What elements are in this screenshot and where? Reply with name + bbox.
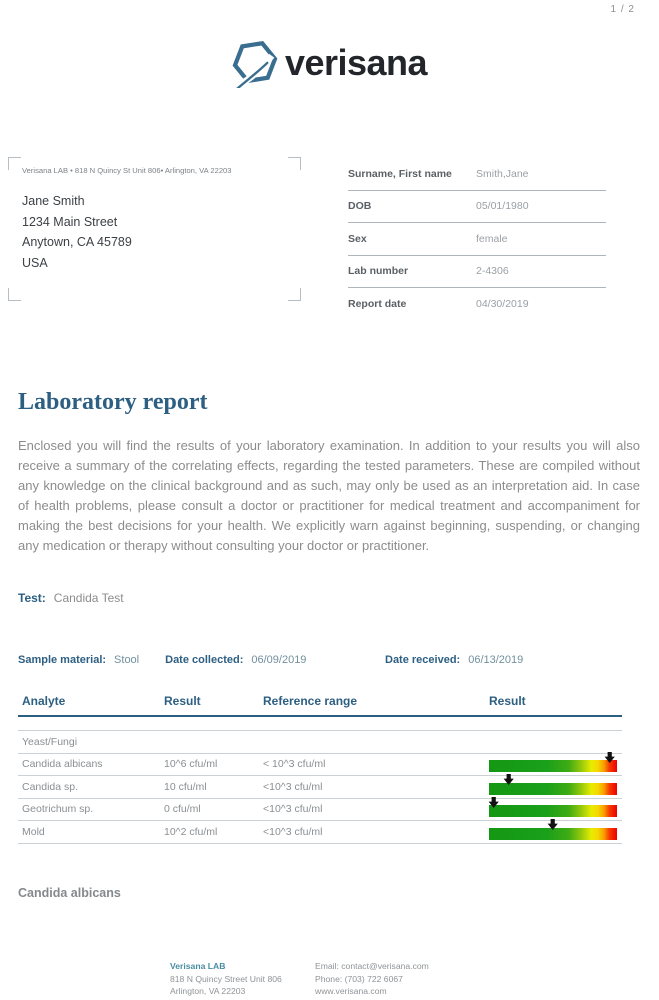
- patient-info-value: Smith,Jane: [476, 167, 529, 180]
- footer-address-line: 818 N Quincy Street Unit 806: [170, 973, 282, 984]
- footer-lab-name: Verisana LAB: [170, 961, 226, 971]
- analyte-reference: <10^3 cfu/ml: [263, 803, 323, 816]
- result-bar-cell: [489, 776, 622, 798]
- patient-info-row: [348, 288, 606, 321]
- result-marker-arrow-icon: [503, 774, 515, 786]
- result-marker-arrow-icon: [604, 752, 616, 764]
- date-received-group: [385, 654, 523, 666]
- patient-info-label: DOB: [348, 200, 372, 213]
- patient-info-label: Lab number: [348, 265, 409, 278]
- header-analyte: Analyte: [22, 694, 66, 708]
- verisana-logo: [0, 38, 659, 88]
- page-number: 1 / 2: [610, 4, 635, 15]
- recipient-address-line: 1234 Main Street: [22, 214, 118, 229]
- window-corner-mark: [288, 288, 301, 301]
- report-title: Laboratory report: [18, 389, 208, 415]
- footer-contact-line: Email: contact@verisana.com: [315, 961, 429, 971]
- patient-info-value: female: [476, 232, 508, 245]
- footer-lab-address: [170, 960, 315, 998]
- patient-info-row: [348, 256, 606, 289]
- analyte-name: Mold: [22, 825, 45, 838]
- window-corner-mark: [288, 157, 301, 170]
- footer-address-lines: [170, 973, 315, 998]
- analyte-name: Candida albicans: [22, 758, 103, 771]
- footer-contact: [315, 960, 429, 998]
- recipient-address-line: Jane Smith: [22, 194, 85, 208]
- footer-contact-line: www.verisana.com: [315, 986, 387, 997]
- patient-info-value: 05/01/1980: [476, 200, 529, 213]
- result-gradient-bar: [489, 805, 617, 817]
- analyte-reference: < 10^3 cfu/ml: [263, 758, 326, 771]
- date-collected-value: 06/09/2019: [251, 654, 307, 666]
- verisana-hexagon-icon: [232, 38, 278, 88]
- analyte-section-heading: Candida albicans: [18, 886, 121, 900]
- patient-info-label: Report date: [348, 298, 407, 311]
- analyte-result: 10 cfu/ml: [164, 780, 207, 793]
- date-collected-group: [165, 654, 306, 666]
- footer-contact-line: Phone: (703) 722 6067: [315, 973, 403, 984]
- result-gradient-bar: [489, 760, 617, 772]
- analyte-result: 10^2 cfu/ml: [164, 825, 218, 838]
- date-received-label: Date received:: [385, 654, 461, 666]
- recipient-address: [22, 191, 132, 273]
- patient-info-row: [348, 223, 606, 256]
- recipient-address-line: Anytown, CA 45789: [22, 235, 132, 249]
- patient-info-label: Sex: [348, 232, 367, 245]
- window-corner-mark: [8, 288, 21, 301]
- analyte-reference: <10^3 cfu/ml: [263, 780, 323, 793]
- result-bar-cell: [489, 821, 622, 843]
- result-marker-arrow-icon: [547, 819, 559, 831]
- report-intro-paragraph: Enclosed you will find the results of your laboratory examination. In addition to your results you will also receive a summary of the correlating effects, regarding the tested parameters. These are compiled without any knowledge on the clinical background and as such, may only be used as an interpretation aid. In case of health problems, please consult a doctor or practitioner for medical treatment and accompaniment for making the best decisions for your health. We explicitly warn against beginning, suspending, or changing any medication or therapy without consulting your doctor or practitioner.: [18, 438, 640, 553]
- results-row: [18, 820, 622, 843]
- sample-info-line: [18, 654, 640, 666]
- date-received-value: 06/13/2019: [468, 654, 524, 666]
- verisana-logo-text: verisana: [284, 42, 428, 83]
- recipient-address-line: USA: [22, 255, 48, 270]
- results-table-header: [18, 694, 622, 717]
- footer-address-line: Arlington, VA 22203: [170, 986, 246, 997]
- analyte-reference: <10^3 cfu/ml: [263, 825, 323, 838]
- results-row: [18, 775, 622, 798]
- header-reference-range: Reference range: [263, 694, 358, 708]
- result-bar-cell: [489, 799, 622, 821]
- patient-info-label: Surname, First name: [348, 167, 452, 180]
- results-table-body: [18, 730, 622, 844]
- sample-material-group: [18, 654, 139, 666]
- result-bar-cell: [489, 754, 622, 776]
- patient-info-table: [348, 158, 606, 321]
- header-result: Result: [164, 694, 201, 708]
- sample-material-label: Sample material:: [18, 654, 107, 666]
- address-window: [8, 157, 301, 301]
- patient-info-row: [348, 158, 606, 191]
- results-row: [18, 798, 622, 821]
- analyte-result: 10^6 cfu/ml: [164, 758, 218, 771]
- test-label: Test:: [18, 591, 46, 605]
- test-line: [18, 591, 124, 605]
- date-collected-label: Date collected:: [165, 654, 244, 666]
- results-table: [18, 694, 622, 844]
- analyte-name: Geotrichum sp.: [22, 803, 94, 816]
- analyte-name: Candida sp.: [22, 780, 79, 793]
- header-result-bar: Result: [489, 694, 526, 708]
- results-row: [18, 753, 622, 776]
- results-section-row: Yeast/Fungi: [18, 730, 622, 753]
- page-footer: [170, 960, 429, 998]
- return-address: Verisana LAB • 818 N Quincy St Unit 806• Arlington, VA 22203: [22, 166, 232, 175]
- result-marker-arrow-icon: [488, 797, 500, 809]
- patient-info-value: 2-4306: [476, 265, 509, 278]
- window-corner-mark: [8, 157, 21, 170]
- patient-info-row: [348, 191, 606, 224]
- sample-material-value: Stool: [114, 654, 140, 666]
- patient-info-value: 04/30/2019: [476, 298, 529, 311]
- analyte-result: 0 cfu/ml: [164, 803, 201, 816]
- results-rows: [18, 753, 622, 843]
- test-value: Candida Test: [53, 591, 124, 605]
